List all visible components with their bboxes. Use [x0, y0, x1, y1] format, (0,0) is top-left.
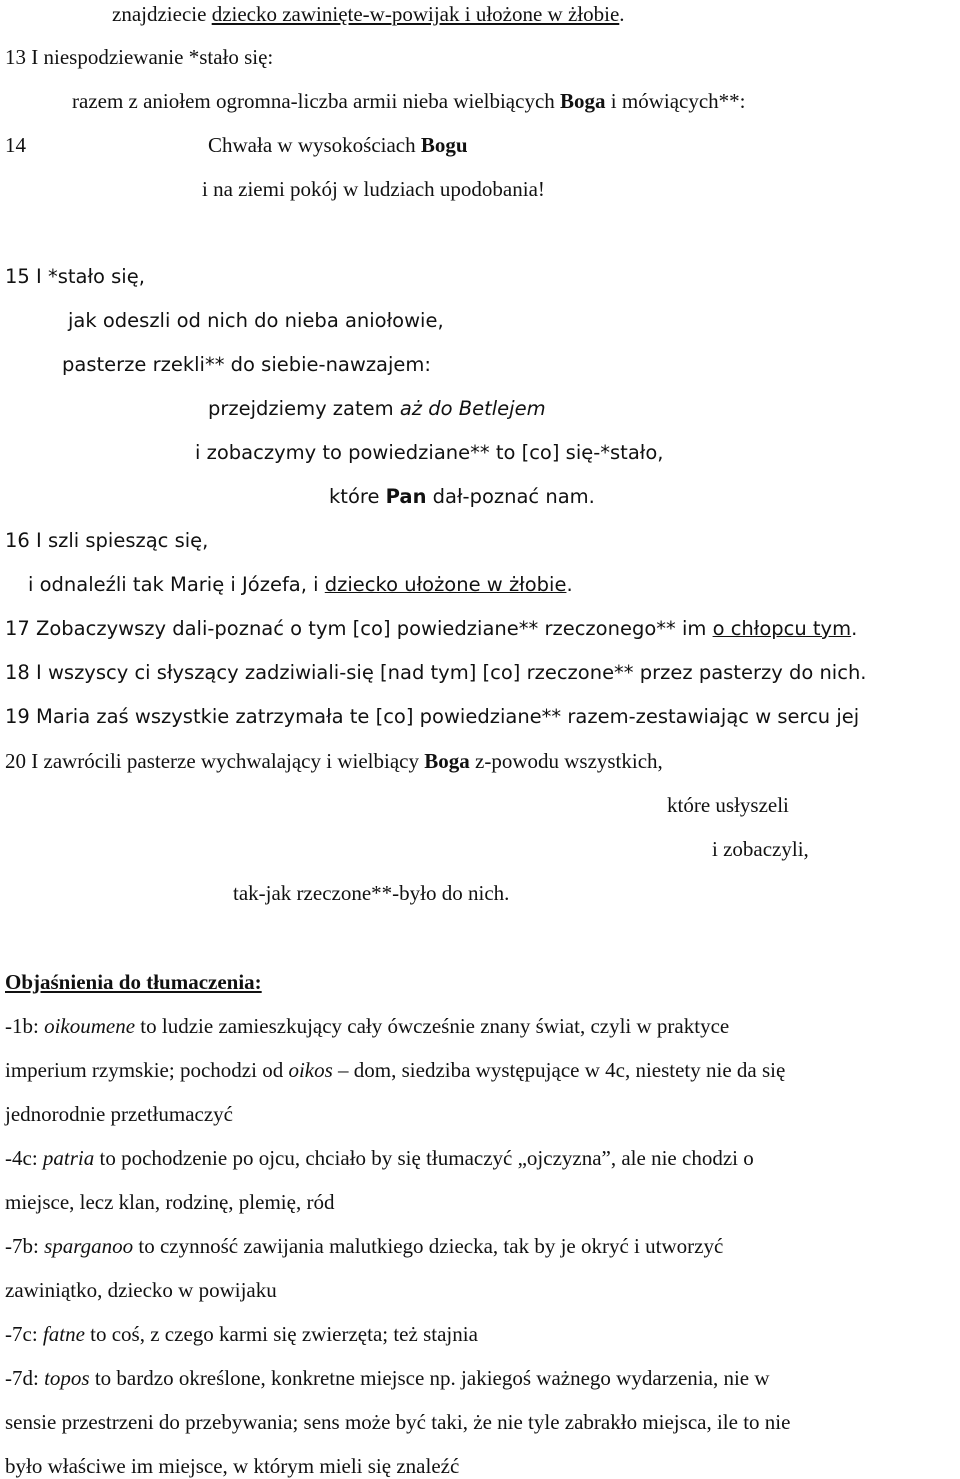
verse-15-line5: które Pan dał-poznać nam. [329, 485, 595, 508]
verse-20-line4: tak-jak rzeczone**-było do nich. [233, 881, 510, 905]
greek-term: fatne [42, 1322, 85, 1346]
verse-15-line4: i zobaczymy to powiedziane** to [co] się-*stało, [195, 441, 664, 464]
note-line: -7d: topos to bardzo określone, konkretne miejsce np. jakiegoś ważnego wydarzenia, nie w [5, 1366, 770, 1390]
note-line: imperium rzymskie; pochodzi od oikos – dom, siedziba występujące w 4c, niestety nie da się [5, 1058, 786, 1082]
note-line: jednorodnie przetłumaczyć [5, 1102, 233, 1126]
verse-19: 19 Maria zaś wszystkie zatrzymała te [co] powiedziane** razem-zestawiając w sercu jej [5, 705, 860, 728]
greek-term: topos [44, 1366, 90, 1390]
note-line: -7b: sparganoo to czynność zawijania malutkiego dziecka, tak by je okryć i utworzyć [5, 1234, 724, 1258]
verse-13-intro: 13 I niespodziewanie *stało się: [5, 45, 274, 69]
verse-14-number: 14 [5, 133, 26, 157]
verse-17: 17 Zobaczywszy dali-poznać o tym [co] powiedziane** rzeczonego** im o chłopcu tym. [5, 617, 858, 640]
verse-15-line2: pasterze rzekli** do siebie-nawzajem: [62, 353, 431, 376]
note-line: sensie przestrzeni do przebywania; sens może być taki, że nie tyle zabrakło miejsca, ile to nie [5, 1410, 791, 1434]
verse-16-body: i odnaleźli tak Marię i Józefa, i dziecko ułożone w żłobie. [28, 573, 573, 596]
verse-20-line2: które usłyszeli [667, 793, 789, 817]
note-line: miejsce, lecz klan, rodzinę, plemię, ród [5, 1190, 335, 1214]
verse-15-line3: przejdziemy zatem aż do Betlejem [208, 397, 546, 420]
note-line: -7c: fatne to coś, z czego karmi się zwierzęta; też stajnia [5, 1322, 478, 1346]
greek-term: patria [42, 1146, 95, 1170]
verse-15-line1: jak odeszli od nich do nieba aniołowie, [68, 309, 444, 332]
underlined-phrase: dziecko ułożone w żłobie [324, 573, 567, 596]
verse-14-line2: i na ziemi pokój w ludziach upodobania! [202, 177, 545, 201]
greek-term: oikos [288, 1058, 333, 1082]
verse-14-line1: Chwała w wysokościach Bogu [208, 133, 468, 157]
underlined-phrase: o chłopcu tym [712, 617, 852, 640]
verse-18: 18 I wszyscy ci słyszący zadziwiali-się [nad tym] [co] rzeczone** przez pasterzy do nich. [5, 661, 867, 684]
verse-12-end: znajdziecie dziecko zawinięte-w-powijak i ułożone w żłobie. [112, 2, 625, 26]
verse-15-intro: 15 I *stało się, [5, 265, 145, 288]
underlined-phrase: dziecko zawinięte-w-powijak i ułożone w żłobie [211, 2, 620, 26]
note-line: -1b: oikoumene to ludzie zamieszkujący cały ówcześnie znany świat, czyli w praktyce [5, 1014, 730, 1038]
verse-20-line1: 20 I zawrócili pasterze wychwalający i wielbiący Boga z-powodu wszystkich, [5, 749, 663, 773]
verse-13-body: razem z aniołem ogromna-liczba armii nieba wielbiących Boga i mówiących**: [72, 89, 746, 113]
notes-heading: Objaśnienia do tłumaczenia: [5, 970, 262, 994]
bold-word: Bogu [420, 133, 468, 157]
greek-term: sparganoo [44, 1234, 134, 1258]
note-line: zawiniątko, dziecko w powijaku [5, 1278, 277, 1302]
bold-word: Boga [560, 89, 606, 113]
note-line: -4c: patria to pochodzenie po ojcu, chciało by się tłumaczyć „ojczyzna”, ale nie chodzi o [5, 1146, 754, 1170]
verse-20-line3: i zobaczyli, [712, 837, 809, 861]
greek-term: oikoumene [44, 1014, 136, 1038]
bold-word: Pan [385, 485, 427, 508]
note-line: było właściwe im miejsce, w którym mieli się znaleźć [5, 1454, 460, 1478]
verse-16-intro: 16 I szli spiesząc się, [5, 529, 209, 552]
italic-phrase: aż do Betlejem [399, 397, 546, 420]
bold-word: Boga [424, 749, 470, 773]
